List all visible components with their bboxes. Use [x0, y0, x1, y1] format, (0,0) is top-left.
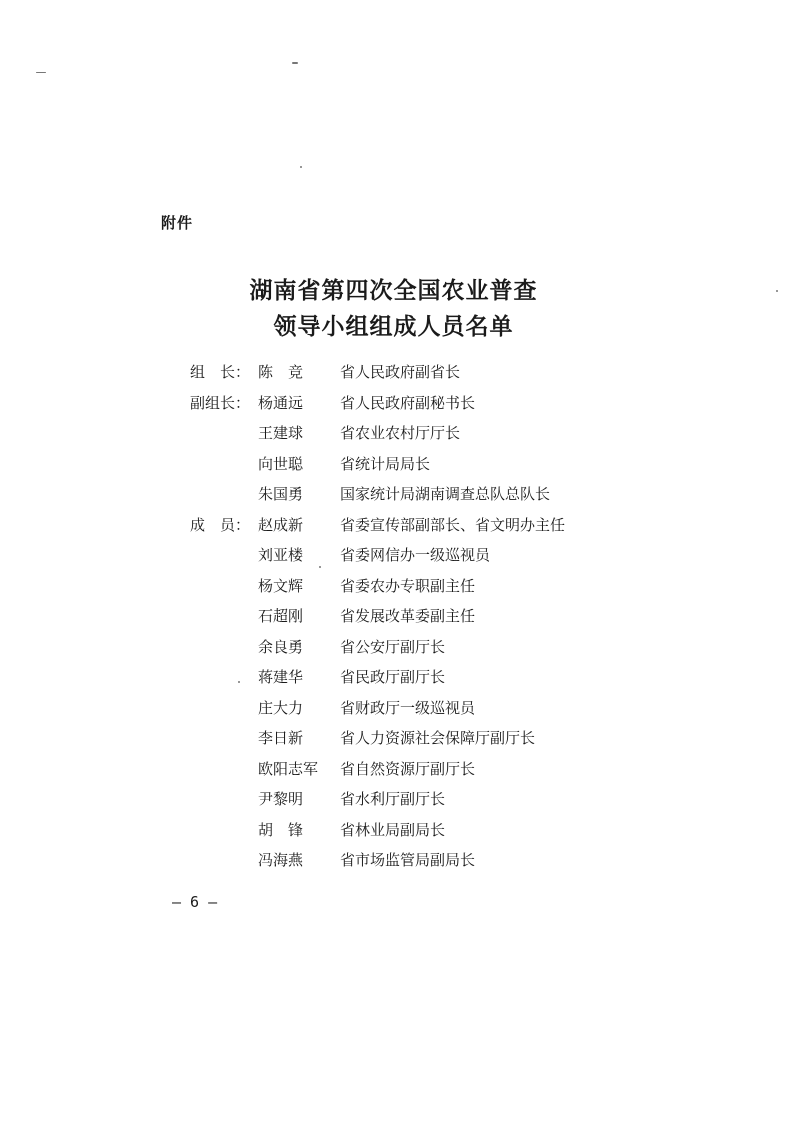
member-row [190, 393, 630, 424]
member-name: 冯海燕 [258, 851, 304, 869]
member-position: 省统计局局长 [340, 454, 431, 473]
document-title-line-1: 湖南省第四次全国农业普查 [249, 277, 538, 304]
member-position: 省委宣传部副部长、省文明办主任 [340, 515, 566, 534]
member-position: 省委网信办一级巡视员 [340, 546, 491, 564]
member-name: 杨文辉 [258, 576, 304, 595]
member-role: 成 员： [190, 515, 251, 534]
member-row [190, 698, 630, 729]
member-name: 向世聪 [258, 454, 304, 473]
member-roster [190, 362, 630, 881]
member-row [190, 850, 630, 881]
member-name: 庄大力 [258, 698, 304, 717]
member-name: 石超刚 [258, 607, 304, 625]
member-name: 陈 竞 [258, 363, 304, 381]
member-name: 赵成新 [258, 515, 304, 534]
member-row [190, 789, 630, 820]
member-row [190, 362, 630, 393]
member-row [190, 728, 630, 759]
member-row [190, 454, 630, 485]
member-position: 省自然资源厅副厅长 [340, 759, 476, 778]
member-position: 省水利厅副厅长 [340, 790, 446, 808]
member-name: 蒋建华 [258, 668, 304, 686]
member-position: 省财政厅一级巡视员 [340, 698, 476, 717]
scan-speck [238, 681, 240, 683]
member-row [190, 637, 630, 668]
member-row [190, 759, 630, 790]
member-row [190, 484, 630, 515]
member-name: 刘亚楼 [258, 546, 304, 564]
member-row [190, 423, 630, 454]
member-position: 省民政厅副厅长 [340, 668, 446, 686]
member-position: 省农业农村厅厅长 [340, 424, 461, 442]
member-position: 省人力资源社会保障厅副厅长 [340, 729, 536, 747]
member-position: 省发展改革委副主任 [340, 607, 476, 625]
member-position: 省公安厅副厅长 [340, 637, 446, 656]
member-row [190, 576, 630, 607]
member-name: 王建球 [258, 424, 304, 442]
scan-speck [319, 566, 321, 568]
member-position: 省市场监管局副局长 [340, 851, 476, 869]
scan-speck [292, 62, 298, 64]
member-row [190, 820, 630, 851]
member-position: 省委农办专职副主任 [340, 576, 476, 595]
member-role: 组 长： [190, 363, 251, 381]
member-row [190, 667, 630, 698]
member-position: 省人民政府副秘书长 [340, 393, 476, 412]
member-row [190, 545, 630, 576]
scan-speck [300, 166, 302, 168]
member-row [190, 606, 630, 637]
scan-speck [776, 290, 778, 292]
scan-speck [36, 72, 46, 73]
page-number: — 6 — [172, 893, 218, 911]
member-name: 胡 锋 [258, 820, 304, 839]
member-name: 尹黎明 [258, 790, 304, 808]
document-title-line-2: 领导小组组成人员名单 [273, 313, 514, 340]
member-name: 欧阳志军 [258, 759, 319, 778]
member-name: 杨通远 [258, 393, 304, 412]
attachment-label: 附件 [161, 214, 194, 232]
member-role: 副组长： [190, 393, 251, 412]
member-position: 省人民政府副省长 [340, 363, 461, 381]
member-name: 李日新 [258, 729, 304, 747]
member-row [190, 515, 630, 546]
member-position: 国家统计局湖南调查总队总队长 [340, 485, 551, 503]
member-position: 省林业局副局长 [340, 820, 446, 839]
member-name: 朱国勇 [258, 485, 304, 503]
member-name: 余良勇 [258, 637, 304, 656]
